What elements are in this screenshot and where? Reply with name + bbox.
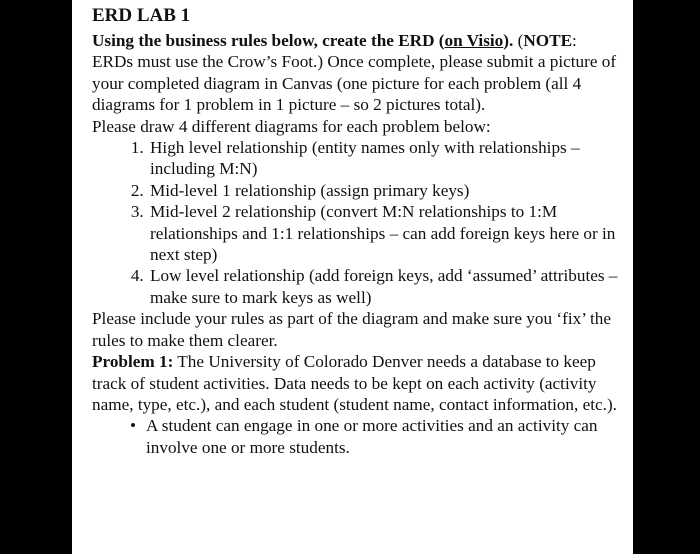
bullet-text: A student can engage in one or more activities and an activity can involve one or more students.: [146, 416, 598, 457]
step-item: 2. Mid-level 1 relationship (assign primary keys): [148, 180, 622, 201]
problem-bullets: [92, 415, 622, 458]
note-text: : ERDs must use the Crow’s Foot.) Once complete, please submit a picture of your completed diagram in Canvas (one picture for each problem (all 4 diagrams for 1 problem in 1 picture – so 2 pictures total).: [92, 31, 617, 115]
step-item: 4. Low level relationship (add foreign keys, add ‘assumed’ attributes – make sure to mark keys as well): [148, 265, 622, 308]
problem-label: Problem 1:: [92, 352, 174, 372]
step-item: 3. Mid-level 2 relationship (convert M:N relationships to 1:M relationships and 1:1 relationships – can add foreign keys here or in next step): [148, 201, 622, 265]
draw-instruction: Please draw 4 different diagrams for each problem below:: [92, 116, 491, 136]
rules-note: Please include your rules as part of the diagram and make sure you ‘fix’ the rules to make them clearer.: [92, 309, 611, 350]
note-label: NOTE: [523, 31, 573, 50]
instruction-heading-end: ).: [503, 31, 514, 50]
note-open: (: [517, 31, 524, 50]
document-page: [72, 0, 633, 554]
bullet-icon: •: [130, 416, 137, 436]
step-item: 1. High level relationship (entity names only with relationships – including M:N): [148, 137, 622, 180]
instruction-heading: Using the business rules below, create the ERD (: [92, 31, 445, 50]
document-content: [92, 4, 622, 458]
instructions-paragraph: [92, 30, 622, 116]
visio-link[interactable]: on Visio: [444, 31, 504, 50]
problem-text: The University of Colorado Denver needs a database to keep track of student activities. Data needs to be kept on each activity (activity name, type, etc.), and each student (student name, contact information, etc.).: [92, 352, 617, 414]
steps-list: [92, 137, 622, 308]
page-title: ERD LAB 1: [92, 5, 191, 26]
problem-paragraph: [92, 351, 622, 415]
list-item: [132, 415, 622, 458]
